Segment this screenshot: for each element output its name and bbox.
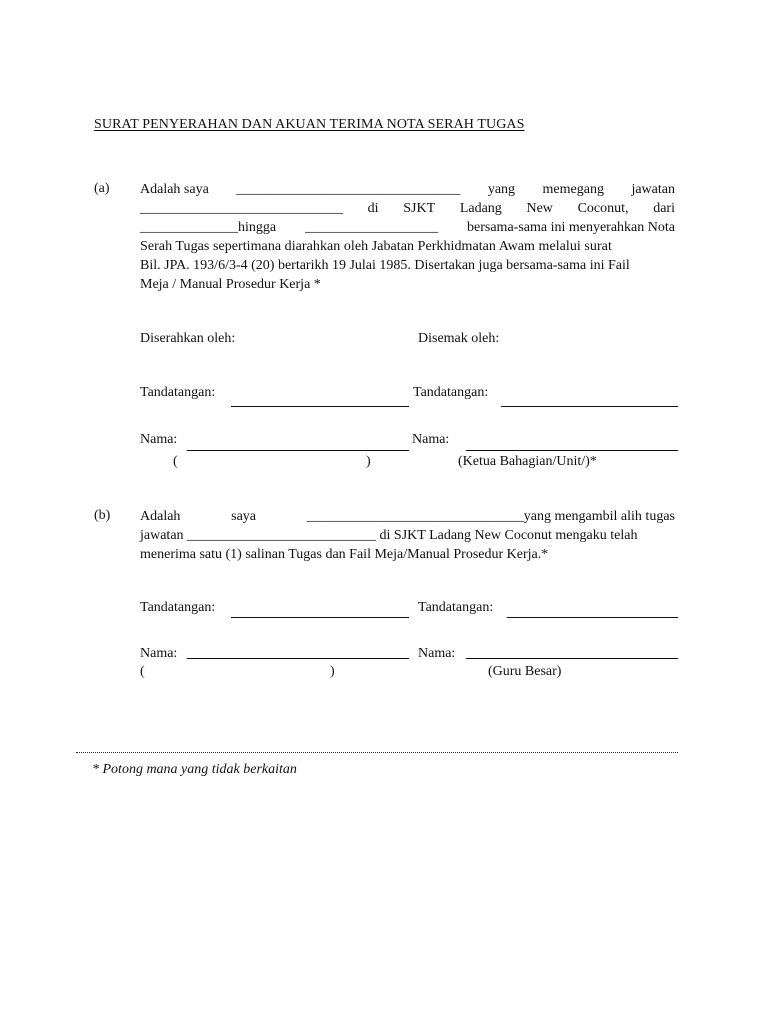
b-signature-left-line[interactable] — [231, 617, 409, 618]
a-paren-open: ( — [173, 454, 178, 469]
section-a-l2-w6: Coconut, — [577, 201, 629, 216]
a-signature-left-line[interactable] — [231, 406, 409, 407]
b-name-left-label: Nama: — [140, 646, 178, 661]
section-b-line-3 — [140, 545, 675, 564]
section-a-l5: Bil. JPA. 193/6/3-4 (20) bertarikh 19 Julai 1985. Disertakan juga bersama-sama ini Fail — [140, 258, 630, 273]
footnote: * Potong mana yang tidak berkaitan — [92, 762, 297, 777]
submitted-by-label: Diserahkan oleh: — [140, 331, 236, 346]
a-paren-close: ) — [366, 454, 371, 469]
a-signature-right-label: Tandatangan: — [413, 385, 489, 400]
section-b-line-1 — [140, 507, 675, 526]
section-a-l1-w4: memegang — [542, 182, 604, 197]
section-a-l2-w5: New — [526, 201, 553, 216]
b-name-right-label: Nama: — [418, 646, 456, 661]
a-name-left-line[interactable] — [187, 450, 409, 451]
b-signature-left-label: Tandatangan: — [140, 600, 216, 615]
section-a-l1-w2: ________________________________ — [236, 182, 461, 197]
section-a-l2-w3: SJKT — [403, 201, 436, 216]
section-a-l1-w1: Adalah saya — [140, 182, 209, 197]
section-a-l6: Meja / Manual Prosedur Kerja * — [140, 277, 321, 292]
a-right-role: (Ketua Bahagian/Unit/)* — [458, 454, 597, 469]
a-signature-right-line[interactable] — [501, 406, 678, 407]
a-name-right-label: Nama: — [412, 432, 450, 447]
section-a-l2-w4: Ladang — [459, 201, 502, 216]
section-a-l2-w7: dari — [653, 201, 675, 216]
section-a-l2-w1: _____________________________ — [140, 201, 343, 216]
section-a-line-1 — [140, 180, 675, 199]
section-a-l1-w3: yang — [487, 182, 516, 197]
cut-line-divider — [76, 752, 678, 753]
section-a-line-4 — [140, 237, 675, 256]
section-a-marker: (a) — [94, 181, 110, 196]
document-title: SURAT PENYERAHAN DAN AKUAN TERIMA NOTA SERAH TUGAS — [94, 117, 525, 132]
section-b-l2: jawatan ___________________________ di SJKT Ladang New Coconut mengaku telah — [140, 528, 638, 543]
section-a-l3-w1: ______________hingga — [140, 220, 277, 235]
section-a-line-2 — [140, 199, 675, 218]
a-name-right-line[interactable] — [466, 450, 678, 451]
section-a-l1-w5: jawatan — [631, 182, 675, 197]
section-a-line-3 — [140, 218, 675, 237]
b-signature-right-line[interactable] — [507, 617, 678, 618]
b-paren-close: ) — [330, 664, 335, 679]
b-signature-right-label: Tandatangan: — [418, 600, 494, 615]
b-right-role: (Guru Besar) — [488, 664, 562, 679]
section-b-l1-w3: _______________________________yang mengambil alih tugas — [306, 509, 675, 524]
a-name-left-label: Nama: — [140, 432, 178, 447]
b-name-right-line[interactable] — [466, 658, 678, 659]
b-paren-open: ( — [140, 664, 145, 679]
section-a-line-6 — [140, 275, 675, 294]
section-b-paragraph — [140, 507, 675, 564]
section-b-l1-w1: Adalah — [140, 509, 181, 524]
section-b-marker: (b) — [94, 508, 111, 523]
section-b-l3: menerima satu (1) salinan Tugas dan Fail Meja/Manual Prosedur Kerja.* — [140, 547, 549, 562]
section-b-l1-w2: saya — [231, 509, 257, 524]
section-a-l4: Serah Tugas sepertimana diarahkan oleh Jabatan Perkhidmatan Awam melalui surat — [140, 239, 612, 254]
section-a-paragraph — [140, 180, 675, 294]
a-signature-left-label: Tandatangan: — [140, 385, 216, 400]
section-a-l3-w3: bersama-sama ini menyerahkan Nota — [467, 220, 675, 235]
section-a-line-5 — [140, 256, 675, 275]
section-a-l3-w2: ___________________ — [305, 220, 439, 235]
section-a-l2-w2: di — [367, 201, 379, 216]
checked-by-label: Disemak oleh: — [418, 331, 500, 346]
section-b-line-2 — [140, 526, 675, 545]
b-name-left-line[interactable] — [187, 658, 409, 659]
